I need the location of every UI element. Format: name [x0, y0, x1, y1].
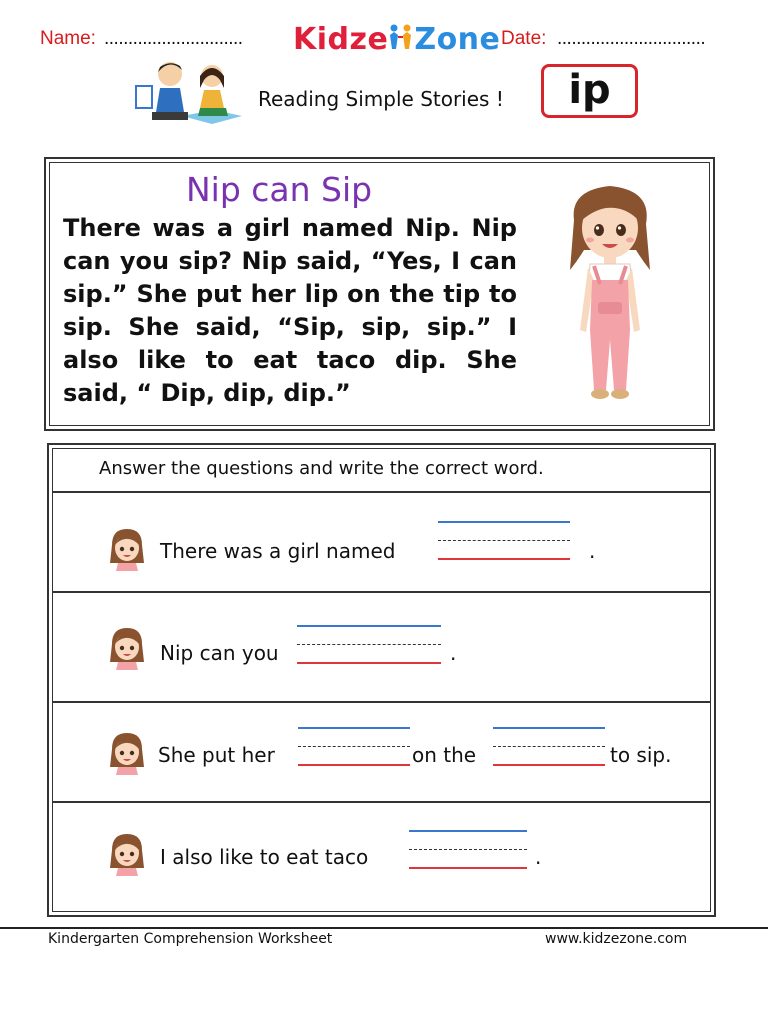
- question-3-text-b: on the: [412, 743, 477, 767]
- girl-face-icon: [108, 527, 146, 571]
- girl-face-icon: [108, 832, 146, 876]
- question-2-period: .: [450, 641, 457, 665]
- question-3-text-a: She put her: [158, 743, 275, 767]
- kidzezone-logo: [293, 22, 500, 57]
- girl-illustration: [560, 180, 660, 410]
- answer-2-writing-lines[interactable]: [297, 625, 441, 675]
- row-divider: [52, 701, 711, 703]
- question-1-period: .: [589, 539, 596, 563]
- answer-3a-writing-lines[interactable]: [298, 727, 410, 777]
- logo-text-part1: Kidze: [293, 22, 389, 57]
- word-family-badge: ip: [541, 64, 638, 118]
- answer-3b-writing-lines[interactable]: [493, 727, 605, 777]
- logo-figures-icon: [388, 23, 414, 51]
- question-4-text: I also like to eat taco: [160, 845, 369, 869]
- footer-worksheet-label: Kindergarten Comprehension Worksheet: [48, 931, 333, 947]
- answer-1-writing-lines[interactable]: [438, 521, 570, 571]
- row-divider: [52, 801, 711, 803]
- row-divider: [52, 591, 711, 593]
- logo-text-part2: Zone: [414, 22, 501, 57]
- questions-inner-border: [52, 448, 711, 912]
- story-title: Nip can Sip: [186, 170, 373, 209]
- footer-divider: [0, 927, 768, 929]
- question-4-period: .: [535, 845, 542, 869]
- kids-reading-illustration: [134, 58, 246, 128]
- date-field[interactable]: ...............................: [557, 28, 706, 49]
- footer-website-link[interactable]: www.kidzezone.com: [545, 931, 688, 947]
- name-field[interactable]: .............................: [104, 28, 243, 49]
- question-1-text: There was a girl named: [160, 539, 396, 563]
- name-label: Name:: [40, 28, 96, 49]
- story-text: There was a girl named Nip. Nip can you sip? Nip said, “Yes, I can sip.” She put her lip on the tip to sip. She said, “Sip, sip, sip.” I also like to eat taco dip. She said, “ Dip, dip, dip.”: [63, 214, 517, 407]
- girl-face-icon: [108, 626, 146, 670]
- subtitle: Reading Simple Stories !: [258, 87, 504, 111]
- question-2-text: Nip can you: [160, 641, 279, 665]
- answer-4-writing-lines[interactable]: [409, 830, 527, 880]
- instructions: Answer the questions and write the correct word.: [99, 458, 544, 479]
- date-label: Date:: [501, 28, 547, 49]
- row-divider: [52, 491, 711, 493]
- question-3-text-c: to sip.: [610, 743, 672, 767]
- girl-face-icon: [108, 731, 146, 775]
